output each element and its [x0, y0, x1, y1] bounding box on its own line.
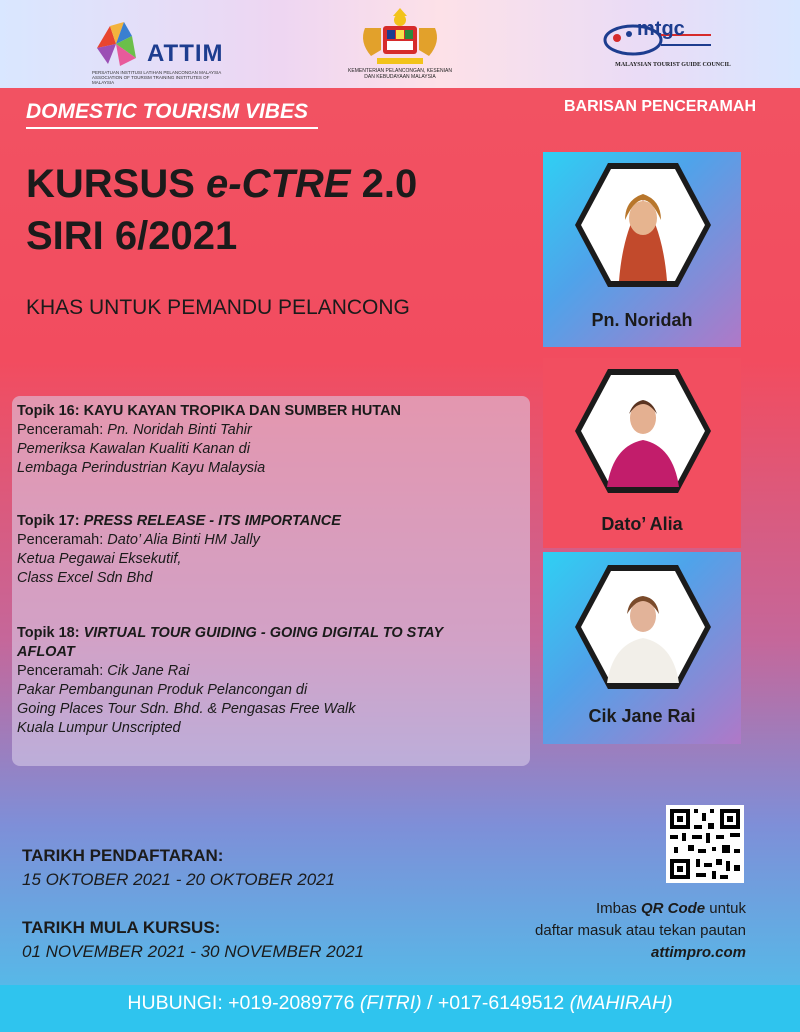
attim-logo-subtext: PERSATUAN INSTITUSI LATIHAN PELANCONGAN MALAYSIA ASSOCIATION OF TOURISM TRAINING INSTITUTES OF MALAYSIA	[92, 70, 222, 85]
topics-panel	[12, 396, 530, 766]
topic-speaker: Penceramah: Dato’ Alia Binti HM Jally	[17, 532, 260, 548]
topic-heading: Topik 17: PRESS RELEASE - ITS IMPORTANCE	[17, 513, 341, 529]
audience-subtitle: KHAS UNTUK PEMANDU PELANCONG	[26, 296, 410, 319]
title-part-version: 2.0	[350, 162, 418, 206]
qr-line2: daftar masuk atau tekan pautan	[535, 922, 746, 939]
speaker-photo-frame	[573, 562, 713, 692]
speaker-name: Cik Jane Rai	[588, 706, 696, 726]
attim-logo-text: ATTIM	[147, 40, 224, 67]
topic-speaker: Penceramah: Pn. Noridah Binti Tahir	[17, 422, 252, 438]
topic-speaker-role: Pakar Pembangunan Produk Pelancongan di	[17, 682, 308, 698]
ministry-caption: KEMENTERIAN PELANCONGAN, KESENIAN DAN KEBUDAYAAN MALAYSIA	[348, 68, 452, 80]
topic-17	[17, 512, 341, 588]
course-dates	[22, 918, 364, 962]
course-title	[26, 158, 417, 262]
topic-heading: Topik 16: KAYU KAYAN TROPIKA DAN SUMBER HUTAN	[17, 403, 402, 419]
course-title-line2: SIRI 6/2021	[26, 214, 238, 258]
speaker-photo-frame	[573, 366, 713, 496]
course-title-line1	[26, 158, 417, 210]
speaker-name: Pn. Noridah	[591, 310, 693, 330]
topic-speaker: Penceramah: Cik Jane Rai	[17, 663, 190, 679]
mtgc-caption: MALAYSIAN TOURIST GUIDE COUNCIL	[615, 62, 731, 68]
topic-speaker-org-cont: Kuala Lumpur Unscripted	[17, 720, 181, 736]
registration-value: 15 OKTOBER 2021 - 20 OKTOBER 2021	[22, 870, 336, 889]
topic-speaker-org: Class Excel Sdn Bhd	[17, 570, 153, 586]
qr-instructions	[470, 898, 746, 964]
speakers-heading: BARISAN PENCERAMAH	[563, 98, 756, 115]
title-part-kursus: KURSUS	[26, 162, 207, 206]
topic-18	[17, 624, 443, 738]
contact-line: HUBUNGI: +019-2089776 (FITRI) / +017-6149512 (MAHIRAH)	[127, 992, 673, 1014]
title-part-ectre: e-CTRE	[206, 162, 351, 206]
speaker-card-noridah	[543, 152, 741, 347]
qr-line1: Imbas QR Code untuk	[595, 900, 746, 917]
speaker-photo-frame	[573, 160, 713, 290]
topic-speaker-role: Ketua Pegawai Eksekutif,	[17, 551, 182, 567]
mtgc-logo	[603, 18, 731, 86]
course-start-label: TARIKH MULA KURSUS:	[22, 918, 221, 937]
mtgc-logo-text: mtgc	[637, 18, 685, 40]
header-band	[0, 0, 800, 88]
speaker-card-jane	[543, 552, 741, 744]
topic-heading-cont: AFLOAT	[17, 644, 75, 660]
attim-logo	[92, 18, 232, 85]
government-crest-logo	[348, 6, 452, 86]
topic-heading: Topik 18: VIRTUAL TOUR GUIDING - GOING DIGITAL TO STAY	[17, 625, 444, 641]
topic-speaker-org: Going Places Tour Sdn. Bhd. & Pengasas Free Walk	[17, 701, 356, 717]
registration-link[interactable]: attimpro.com	[650, 944, 746, 961]
course-start-value: 01 NOVEMBER 2021 - 30 NOVEMBER 2021	[22, 942, 365, 961]
tagline: DOMESTIC TOURISM VIBES	[26, 100, 318, 129]
registration-dates	[22, 846, 335, 890]
topic-speaker-role: Pemeriksa Kawalan Kualiti Kanan di	[17, 441, 250, 457]
qr-code[interactable]	[666, 805, 744, 883]
registration-label: TARIKH PENDAFTARAN:	[22, 846, 224, 865]
speaker-name: Dato’ Alia	[601, 514, 683, 534]
speaker-card-alia	[543, 358, 741, 548]
topic-16	[17, 402, 401, 478]
topic-speaker-org: Lembaga Perindustrian Kayu Malaysia	[17, 460, 266, 476]
